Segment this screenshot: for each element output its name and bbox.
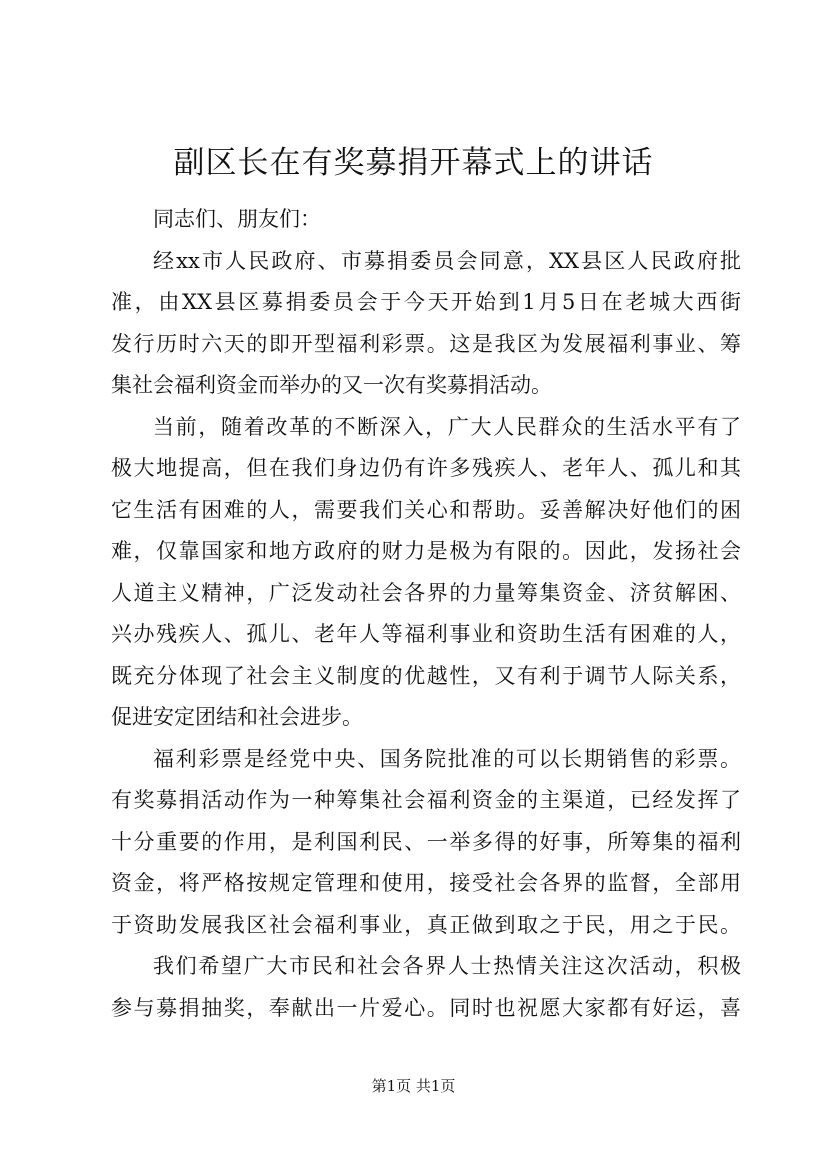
text-line: 既充分体现了社会主义制度的优越性，又有利于调节人际关系， bbox=[111, 663, 741, 688]
text-line: 准，由XX县区募捐委员会于今天开始到1月5日在老城大西街 bbox=[111, 290, 741, 314]
text-line: 参与募捐抽奖，奉献出一片爱心。同时也祝愿大家都有好运，喜 bbox=[111, 995, 741, 1020]
text-line: 我们希望广大市民和社会各界人士热情关注这次活动，积极 bbox=[153, 954, 741, 978]
text-line: 于资助发展我区社会福利事业，真正做到取之于民，用之于民。 bbox=[111, 912, 741, 937]
text-line: 极大地提高，但在我们身边仍有许多残疾人、老年人、孤儿和其 bbox=[111, 456, 741, 480]
text-line: 同志们、朋友们： bbox=[153, 207, 321, 231]
text-line: 它生活有困难的人，需要我们关心和帮助。妥善解决好他们的困 bbox=[111, 497, 741, 522]
text-line: 资金，将严格按规定管理和使用，接受社会各界的监督，全部用 bbox=[111, 871, 741, 895]
text-line: 福利彩票是经党中央、国务院批准的可以长期销售的彩票。 bbox=[153, 746, 741, 771]
text-line: 人道主义精神，广泛发动社会各界的力量筹集资金、济贫解困、 bbox=[111, 580, 741, 605]
text-line: 经xx市人民政府、市募捐委员会同意，XX县区人民政府批 bbox=[153, 248, 741, 273]
text-line: 集社会福利资金而举办的又一次有奖募捐活动。 bbox=[111, 373, 552, 397]
text-line: 兴办残疾人、孤儿、老年人等福利事业和资助生活有困难的人， bbox=[111, 622, 741, 646]
text-line: 发行历时六天的即开型福利彩票。这是我区为发展福利事业、筹 bbox=[111, 331, 741, 356]
document-title: 副区长在有奖募捐开幕式上的讲话 bbox=[173, 145, 654, 181]
text-line: 促进安定团结和社会进步。 bbox=[111, 705, 363, 729]
document-body bbox=[111, 199, 741, 1029]
text-line: 十分重要的作用，是利国利民、一举多得的好事，所筹集的福利 bbox=[111, 829, 741, 854]
text-line: 当前，随着改革的不断深入，广大人民群众的生活水平有了 bbox=[153, 414, 741, 439]
text-line: 有奖募捐活动作为一种筹集社会福利资金的主渠道，已经发挥了 bbox=[111, 788, 741, 812]
text-line: 难，仅靠国家和地方政府的财力是极为有限的。因此，发扬社会 bbox=[111, 539, 741, 563]
page-footer: 第1页 共1页 bbox=[371, 1077, 456, 1095]
